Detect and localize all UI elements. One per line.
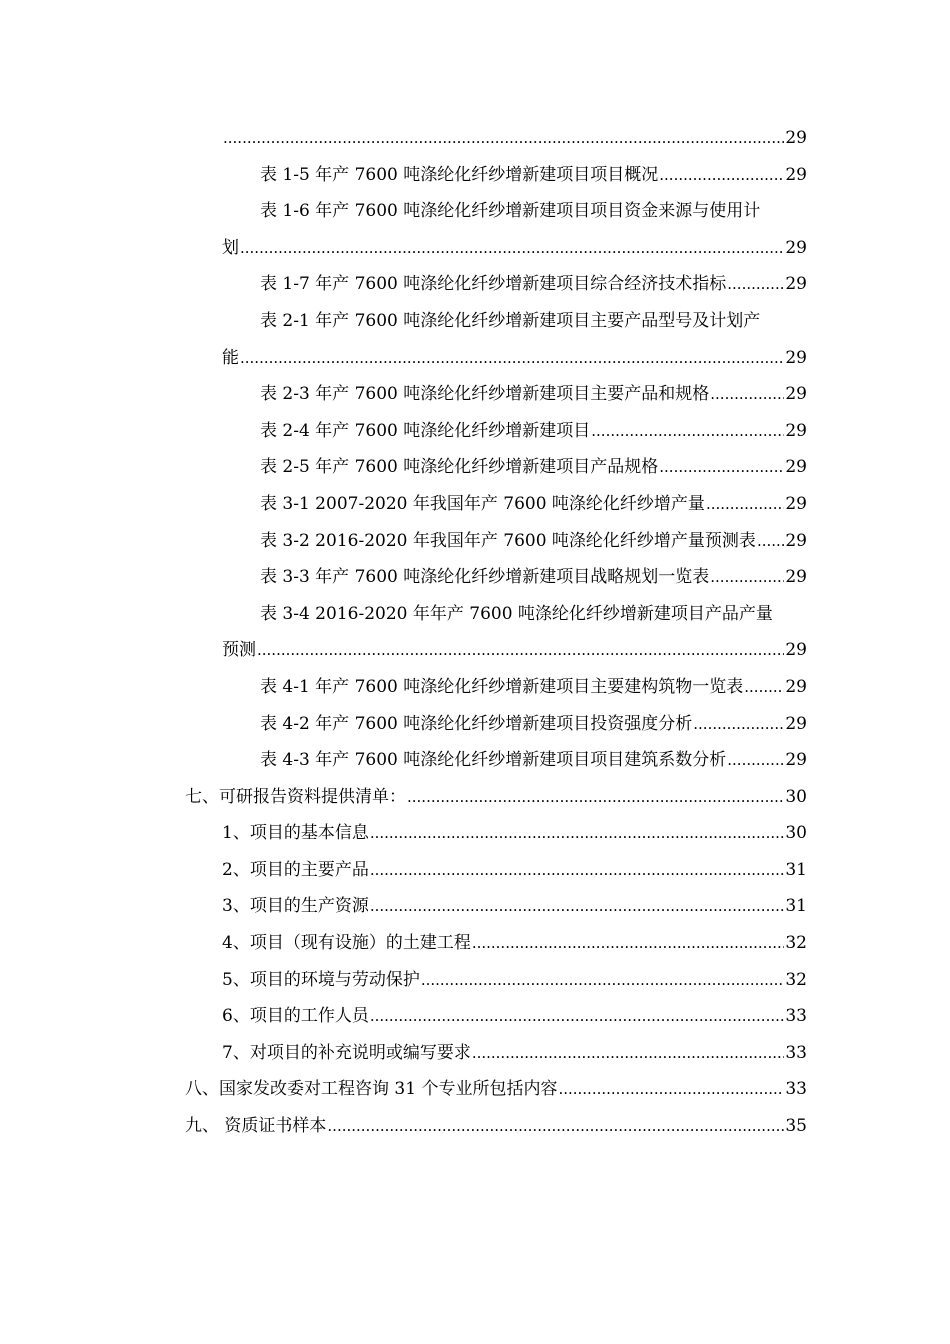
toc-dot-leader (472, 925, 785, 962)
toc-dot-leader (407, 779, 784, 816)
toc-entry[interactable] (185, 1108, 807, 1145)
toc-page-number: 29 (785, 567, 807, 588)
toc-dot-leader (659, 157, 784, 194)
toc-dot-leader (659, 449, 784, 486)
toc-page-number: 29 (785, 750, 807, 771)
toc-entry[interactable] (222, 962, 807, 999)
toc-dot-leader (370, 852, 785, 889)
toc-entry[interactable] (222, 1035, 807, 1072)
toc-entry[interactable] (185, 1071, 807, 1108)
toc-entry[interactable] (222, 998, 807, 1035)
toc-entry-title: 5、项目的环境与劳动保护 (222, 969, 420, 990)
toc-dot-leader (370, 998, 785, 1035)
toc-dot-leader (727, 266, 784, 303)
toc-entry-title: 表 3-2 2016-2020 年我国年产 7600 吨涤纶化纤纱增产量预测表 (260, 530, 756, 551)
toc-entry-title: 七、可研报告资料提供清单： (185, 786, 406, 807)
toc-entry-title: 表 2-3 年产 7600 吨涤纶化纤纱增新建项目主要产品和规格 (260, 384, 710, 405)
toc-entry-heading[interactable]: 表 2-1 年产 7600 吨涤纶化纤纱增新建项目主要产品型号及计划产 (260, 310, 761, 331)
toc-page-number: 32 (785, 969, 807, 990)
toc-entry-title: 表 2-4 年产 7600 吨涤纶化纤纱增新建项目 (260, 420, 591, 441)
toc-entry[interactable] (260, 523, 807, 560)
toc-entry[interactable] (260, 559, 807, 596)
toc-entry[interactable] (222, 632, 807, 669)
toc-entry-title: 表 3-1 2007-2020 年我国年产 7600 吨涤纶化纤纱增产量 (260, 493, 705, 514)
toc-dot-leader (706, 486, 784, 523)
toc-entry-title: 表 4-1 年产 7600 吨涤纶化纤纱增新建项目主要建构筑物一览表 (260, 676, 744, 697)
table-of-contents (0, 120, 950, 1145)
toc-page-number: 29 (785, 237, 807, 258)
toc-dot-leader (472, 1035, 785, 1072)
toc-dot-leader (710, 559, 784, 596)
toc-entry[interactable] (260, 157, 807, 194)
toc-dot-leader (240, 340, 784, 377)
toc-entry-title: 划 (222, 237, 239, 258)
toc-page-number: 33 (785, 1006, 807, 1027)
toc-entry[interactable] (222, 815, 807, 852)
toc-page-number: 33 (785, 1042, 807, 1063)
toc-dot-leader (240, 230, 784, 267)
toc-entry[interactable] (222, 120, 807, 157)
toc-dot-leader (591, 413, 784, 450)
toc-dot-leader (727, 742, 784, 779)
toc-entry[interactable] (260, 742, 807, 779)
toc-dot-leader (327, 1108, 784, 1145)
toc-dot-leader (223, 120, 784, 157)
toc-dot-leader (744, 669, 784, 706)
toc-page-number: 33 (785, 1079, 807, 1100)
toc-dot-leader (257, 632, 784, 669)
toc-entry[interactable] (260, 669, 807, 706)
toc-entry-title: 表 1-7 年产 7600 吨涤纶化纤纱增新建项目综合经济技术指标 (260, 274, 727, 295)
toc-entry-title: 预测 (222, 640, 256, 661)
toc-page-number: 35 (785, 1116, 807, 1137)
toc-dot-leader (558, 1071, 784, 1108)
toc-entry[interactable] (222, 340, 807, 377)
toc-page-number: 30 (785, 823, 807, 844)
toc-page-number: 30 (785, 786, 807, 807)
toc-dot-leader (370, 888, 785, 925)
toc-page-number: 29 (785, 640, 807, 661)
toc-dot-leader (693, 706, 784, 743)
toc-entry-heading[interactable]: 表 3-4 2016-2020 年年产 7600 吨涤纶化纤纱增新建项目产品产量 (260, 603, 773, 624)
toc-entry-title: 表 3-3 年产 7600 吨涤纶化纤纱增新建项目战略规划一览表 (260, 567, 710, 588)
toc-entry-title: 6、项目的工作人员 (222, 1006, 369, 1027)
toc-page-number: 31 (785, 859, 807, 880)
toc-entry[interactable] (222, 888, 807, 925)
toc-entry[interactable] (260, 413, 807, 450)
toc-entry-title: 表 4-2 年产 7600 吨涤纶化纤纱增新建项目投资强度分析 (260, 713, 693, 734)
toc-entry[interactable] (222, 852, 807, 889)
toc-entry[interactable] (185, 779, 807, 816)
toc-dot-leader (710, 376, 784, 413)
toc-page-number: 29 (785, 384, 807, 405)
toc-dot-leader (421, 962, 785, 999)
toc-entry[interactable] (260, 266, 807, 303)
toc-page-number: 29 (785, 530, 807, 551)
toc-page-number: 29 (785, 457, 807, 478)
toc-entry-title: 八、国家发改委对工程咨询 31 个专业所包括内容 (185, 1079, 558, 1100)
toc-page-number: 29 (785, 347, 807, 368)
toc-entry-title: 1、项目的基本信息 (222, 823, 369, 844)
toc-entry[interactable] (222, 925, 807, 962)
toc-dot-leader (370, 815, 785, 852)
toc-page-number: 29 (785, 164, 807, 185)
toc-page-number: 29 (785, 493, 807, 514)
toc-entry[interactable] (260, 449, 807, 486)
toc-entry-title: 7、对项目的补充说明或编写要求 (222, 1042, 471, 1063)
toc-entry[interactable] (260, 376, 807, 413)
toc-entry-title: 4、项目（现有设施）的土建工程 (222, 933, 471, 954)
toc-entry[interactable] (260, 486, 807, 523)
toc-entry[interactable] (260, 706, 807, 743)
toc-entry-title: 表 4-3 年产 7600 吨涤纶化纤纱增新建项目项目建筑系数分析 (260, 750, 727, 771)
toc-page-number: 31 (785, 896, 807, 917)
toc-page-number: 29 (785, 676, 807, 697)
toc-entry-title: 2、项目的主要产品 (222, 859, 369, 880)
toc-page-number: 32 (785, 933, 807, 954)
toc-dot-leader (757, 523, 784, 560)
toc-entry-heading[interactable]: 表 1-6 年产 7600 吨涤纶化纤纱增新建项目项目资金来源与使用计 (260, 201, 761, 222)
toc-entry-title: 能 (222, 347, 239, 368)
toc-entry[interactable] (222, 230, 807, 267)
toc-entry-title: 表 2-5 年产 7600 吨涤纶化纤纱增新建项目产品规格 (260, 457, 659, 478)
toc-entry-title: 九、 资质证书样本 (185, 1116, 327, 1137)
toc-page-number: 29 (785, 274, 807, 295)
toc-entry-title: 表 1-5 年产 7600 吨涤纶化纤纱增新建项目项目概况 (260, 164, 659, 185)
toc-entry-title: 3、项目的生产资源 (222, 896, 369, 917)
toc-page-number: 29 (785, 128, 807, 148)
toc-page-number: 29 (785, 713, 807, 734)
toc-page-number: 29 (785, 420, 807, 441)
